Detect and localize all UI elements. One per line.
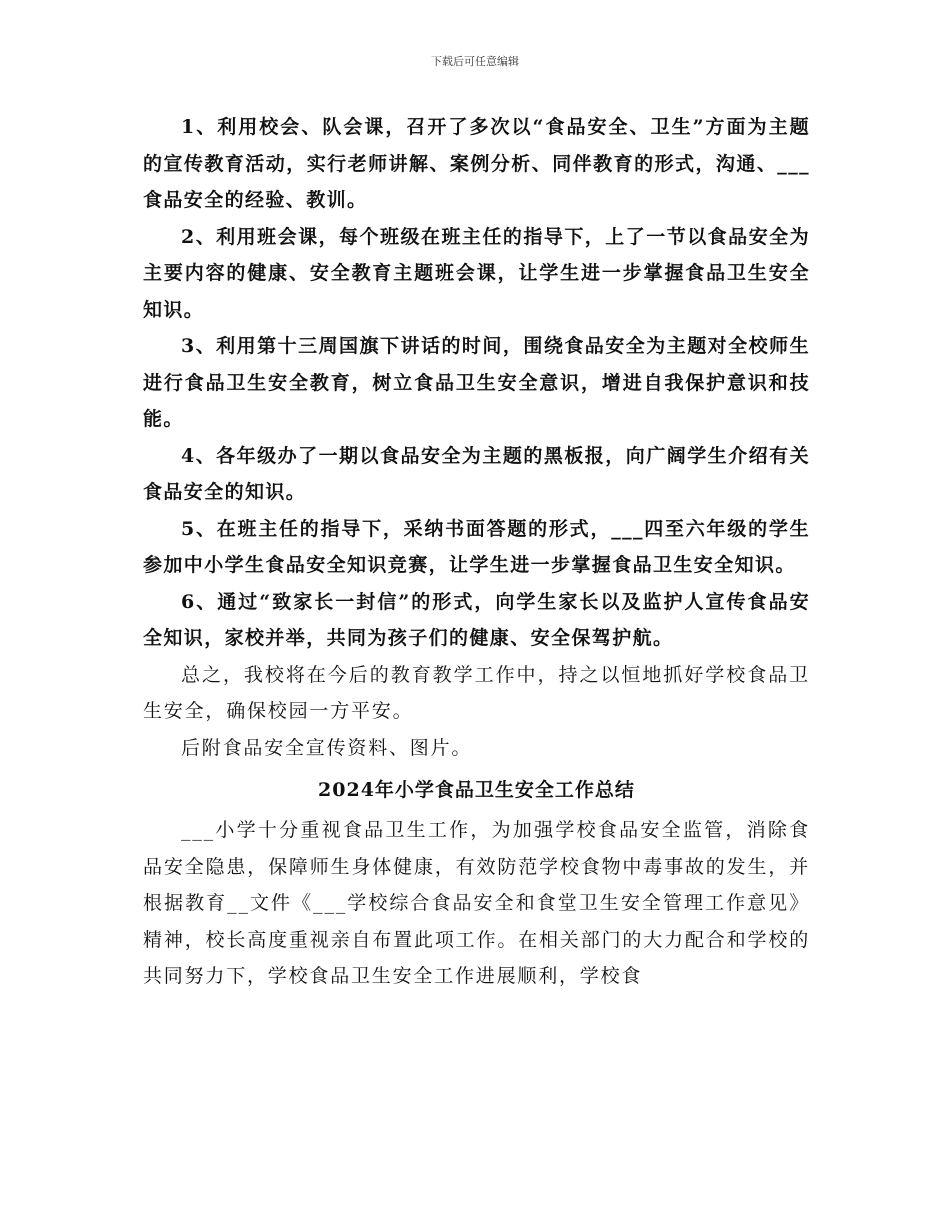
paragraph-item-4: 4、各年级办了一期以食品安全为主题的黑板报，向广阔学生介绍有关食品安全的知识。 (143, 444, 810, 503)
paragraph-item-5: 5、在班主任的指导下，采纳书面答题的形式，___四至六年级的学生参加中小学生食品安全知识竞赛，让学生进一步掌握食品卫生安全知识。 (143, 517, 810, 576)
document-body (143, 109, 810, 995)
paragraph-item-2: 2、利用班会课，每个班级在班主任的指导下，上了一节以食品安全为主要内容的健康、安全教育主题班会课，让学生进一步掌握食品卫生安全知识。 (143, 225, 810, 321)
paragraph-conclusion: 总之，我校将在今后的教育教学工作中，持之以恒地抓好学校食品卫生安全，确保校园一方平安。 (143, 663, 810, 722)
section-body-paragraph: ___小学十分重视食品卫生工作，为加强学校食品安全监管，消除食品安全隐患，保障师生身体健康，有效防范学校食物中毒事故的发生，并根据教育__文件《___学校综合食品安全和食堂卫生安全管理工作意见》精神，校长高度重视亲自布置此项工作。在相关部门的大力配合和学校的共同努力下，学校食品卫生安全工作进展顺利，学校食 (143, 819, 810, 987)
paragraph-item-6: 6、通过“致家长一封信”的形式，向学生家长以及监护人宣传食品安全知识，家校并举，共同为孩子们的健康、安全保驾护航。 (143, 590, 810, 649)
header-note: 下载后可任意编辑 (431, 55, 519, 68)
paragraph-attachment-note: 后附食品安全宣传资料、图片。 (181, 736, 473, 759)
paragraph-item-1: 1、利用校会、队会课，召开了多次以“食品安全、卫生”方面为主题的宣传教育活动，实行老师讲解、案例分析、同伴教育的形式，沟通、___食品安全的经验、教训。 (143, 116, 810, 211)
paragraph-item-3: 3、利用第十三周国旗下讲话的时间，围绕食品安全为主题对全校师生进行食品卫生安全教育，树立食品卫生安全意识，增进自我保护意识和技能。 (143, 335, 810, 430)
section-title: 2024年小学食品卫生安全工作总结 (318, 779, 635, 801)
